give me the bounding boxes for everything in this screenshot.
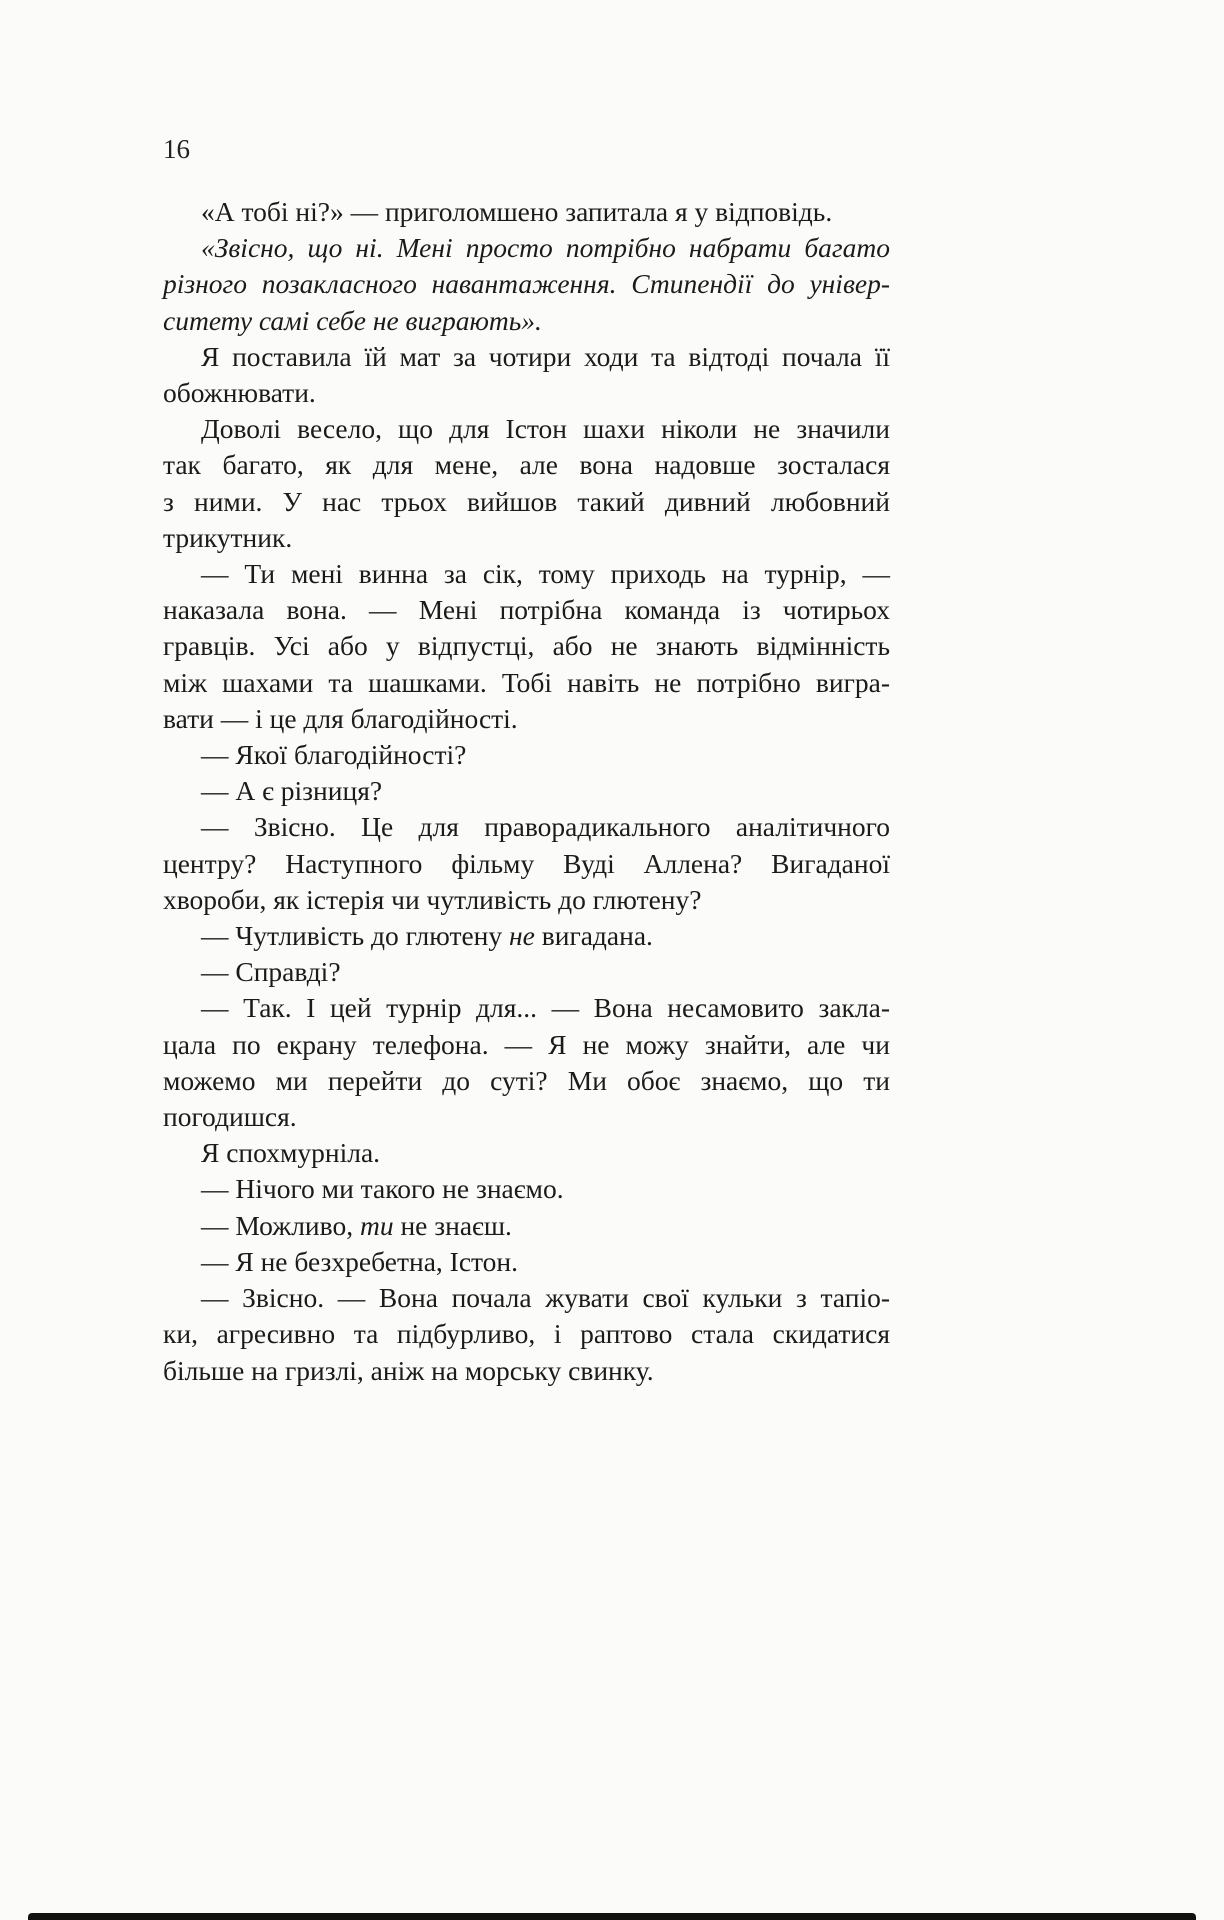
- text-segment: Доволі весело, що для Істон шахи ніколи не значили: [201, 413, 890, 445]
- text-segment: не знаєш.: [393, 1209, 512, 1241]
- text-line: [163, 990, 890, 1026]
- text-line: [163, 266, 890, 302]
- paragraph: [163, 737, 890, 773]
- text-segment: більше на гризлі, аніж на морську свинку.: [163, 1354, 654, 1386]
- text-line: [163, 1353, 890, 1389]
- text-line: [163, 375, 890, 411]
- text-segment: центру? Наступного фільму Вуді Аллена? Вигаданої: [163, 847, 890, 879]
- text-segment: погодишся.: [163, 1101, 297, 1133]
- text-line: [163, 1063, 890, 1099]
- text-segment: Я спохмурніла.: [201, 1137, 381, 1169]
- page-number: 16: [163, 134, 190, 164]
- paragraph: [163, 1135, 890, 1171]
- text-segment: — Ти мені винна за сік, тому приходь на турнір, —: [201, 558, 890, 590]
- text-line: [163, 1099, 890, 1135]
- paragraph: [163, 990, 890, 1135]
- text-segment: вати — і це для благодійності.: [163, 702, 518, 734]
- text-segment: Я поставила їй мат за чотири ходи та відтоді почала її: [201, 340, 890, 372]
- text-segment: з ними. У нас трьох вийшов такий дивний любовний: [163, 485, 890, 517]
- paragraph: [163, 773, 890, 809]
- text-segment: вигадана.: [534, 920, 653, 952]
- text-segment: обожнювати.: [163, 377, 316, 409]
- text-line: [163, 701, 890, 737]
- text-segment: — Нічого ми такого не знаємо.: [201, 1173, 564, 1205]
- paragraph: [163, 230, 890, 339]
- text-segment: — Чутливість до глютену: [201, 920, 510, 952]
- text-line: [163, 447, 890, 483]
- text-line: [163, 954, 890, 990]
- text-line: [163, 1280, 890, 1316]
- paragraph: [163, 1171, 890, 1207]
- paragraph: [163, 556, 890, 737]
- text-line: [163, 194, 890, 230]
- italic-text-segment: «Звісно, що ні. Мені просто потрібно набрати багато: [201, 232, 890, 264]
- paragraph: [163, 1280, 890, 1389]
- text-line: [163, 773, 890, 809]
- text-line: [163, 846, 890, 882]
- text-line: [163, 592, 890, 628]
- text-line: [163, 520, 890, 556]
- text-segment: — Можливо,: [201, 1209, 360, 1241]
- text-segment: гравців. Усі або у відпустці, або не знають відмінність: [163, 630, 890, 662]
- text-segment: — Звісно. Це для праворадикального аналітичного: [201, 811, 890, 843]
- paragraph: [163, 194, 890, 230]
- text-line: [163, 1171, 890, 1207]
- paragraph: [163, 411, 890, 556]
- text-segment: можемо ми перейти до суті? Ми обоє знаємо, що ти: [163, 1064, 890, 1096]
- text-line: [163, 1316, 890, 1352]
- paragraph: [163, 1208, 890, 1244]
- text-line: [163, 556, 890, 592]
- text-segment: — Якої благодійності?: [201, 739, 467, 771]
- text-line: [163, 628, 890, 664]
- text-segment: — Так. І цей турнір для... — Вона несамовито закла-: [201, 992, 890, 1024]
- italic-text-segment: ти: [359, 1209, 394, 1241]
- paragraph: [163, 1244, 890, 1280]
- text-line: [163, 882, 890, 918]
- text-segment: — Я не безхребетна, Істон.: [201, 1245, 519, 1277]
- text-segment: трикутник.: [163, 521, 293, 553]
- italic-text-segment: не: [509, 920, 535, 952]
- text-line: [163, 1244, 890, 1280]
- text-segment: наказала вона. — Мені потрібна команда із чотирьох: [163, 594, 890, 626]
- text-line: [163, 1208, 890, 1244]
- text-segment: ки, агресивно та підбурливо, і раптово стала скидатися: [163, 1318, 890, 1350]
- text-line: [163, 484, 890, 520]
- paragraph: [163, 339, 890, 411]
- text-line: [163, 665, 890, 701]
- text-line: [163, 339, 890, 375]
- page-bottom-edge-artifact: [28, 1913, 1196, 1920]
- text-line: [163, 230, 890, 266]
- text-segment: між шахами та шашками. Тобі навіть не потрібно вигра-: [163, 666, 890, 698]
- text-line: [163, 1135, 890, 1171]
- text-block: [163, 194, 890, 1389]
- text-segment: цала по екрану телефона. — Я не можу знайти, але чи: [163, 1028, 890, 1060]
- italic-text-segment: ситету самі себе не виграють».: [163, 304, 542, 336]
- text-line: [163, 918, 890, 954]
- text-line: [163, 411, 890, 447]
- text-segment: — Звісно. — Вона почала жувати свої кульки з тапіо-: [201, 1282, 890, 1314]
- text-segment: хвороби, як істерія чи чутливість до глютену?: [163, 883, 702, 915]
- paragraph: [163, 809, 890, 918]
- italic-text-segment: різного позакласного навантаження. Стипендії до універ-: [163, 268, 890, 300]
- text-segment: — Справді?: [201, 956, 341, 988]
- text-line: [163, 303, 890, 339]
- text-segment: — А є різниця?: [201, 775, 383, 807]
- paragraph: [163, 918, 890, 954]
- text-line: [163, 737, 890, 773]
- text-line: [163, 809, 890, 845]
- paragraph: [163, 954, 890, 990]
- text-line: [163, 1027, 890, 1063]
- text-segment: «А тобі ні?» — приголомшено запитала я у відповідь.: [201, 196, 833, 227]
- text-segment: так багато, як для мене, але вона надовше зосталася: [163, 449, 890, 481]
